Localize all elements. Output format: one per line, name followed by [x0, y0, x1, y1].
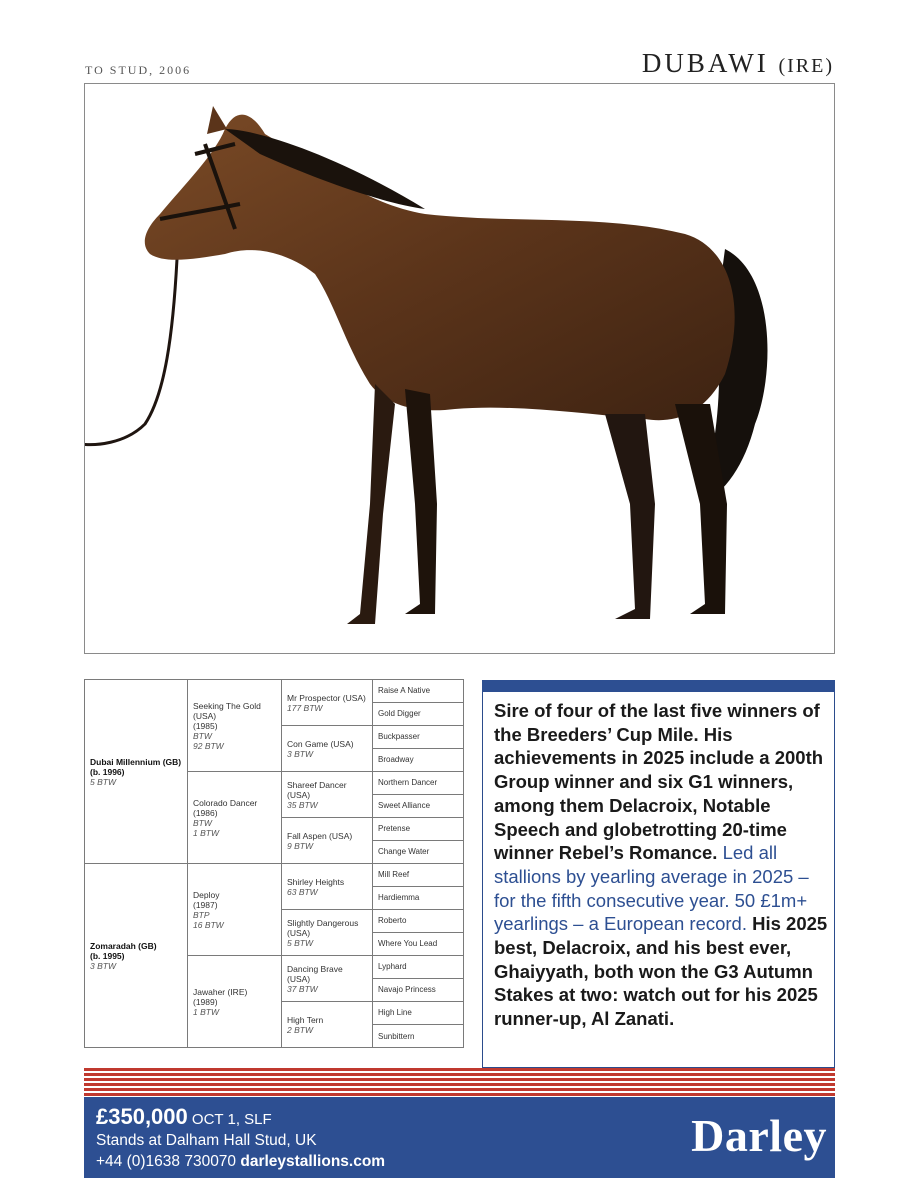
blurb-header-bar	[482, 680, 835, 692]
pedigree-gen3	[282, 680, 373, 726]
phone-number: +44 (0)1638 730070	[96, 1153, 241, 1170]
pedigree-gen2	[188, 772, 282, 864]
gen3-name: Slightly Dangerous (USA)	[287, 917, 359, 938]
footer-banner	[84, 1097, 835, 1178]
pedigree-table	[84, 679, 464, 1048]
dam-name: Zomaradah (GB)	[90, 941, 157, 951]
stallion-title	[642, 48, 834, 79]
pedigree-gen4: Change Water	[373, 841, 464, 864]
contact-line	[96, 1153, 385, 1171]
gen3-name: Con Game (USA)	[287, 738, 354, 749]
pedigree-gen4: Sweet Alliance	[373, 795, 464, 818]
gen2-name: Seeking The Gold (USA)	[193, 700, 261, 721]
stud-fee: £350,000	[96, 1104, 188, 1129]
stallion-country: (IRE)	[778, 55, 834, 77]
stripe	[84, 1068, 835, 1071]
website-link[interactable]: darleystallions.com	[240, 1153, 386, 1170]
gen3-stat: 3 BTW	[287, 748, 313, 759]
gen3-name: Mr Prospector (USA)	[287, 692, 366, 703]
sire-born: (b. 1996)	[90, 766, 125, 777]
stripe	[84, 1078, 835, 1081]
gen2-stat: BTW	[193, 730, 212, 741]
gen3-stat: 177 BTW	[287, 702, 323, 713]
gen2-name: Jawaher (IRE)	[193, 987, 248, 997]
pedigree-gen4: Mill Reef	[373, 864, 464, 887]
pedigree-gen4: Hardiemma	[373, 887, 464, 910]
pedigree-gen4: Northern Dancer	[373, 772, 464, 795]
stallion-name: DUBAWI	[641, 48, 769, 78]
stripe	[84, 1083, 835, 1086]
gen3-stat: 5 BTW	[287, 937, 313, 948]
pedigree-gen2	[188, 956, 282, 1048]
gen3-name: Dancing Brave (USA)	[287, 963, 343, 984]
gen3-name: High Tern	[287, 1015, 324, 1025]
gen2-year: (1986)	[193, 807, 218, 818]
gen2-name: Deploy	[193, 889, 220, 900]
pedigree-gen4: Buckpasser	[373, 726, 464, 749]
gen3-stat: 37 BTW	[287, 983, 318, 994]
gen3-stat: 9 BTW	[287, 840, 313, 851]
gen3-name: Fall Aspen (USA)	[287, 830, 353, 841]
blurb-text	[494, 699, 830, 1031]
pedigree-dam	[85, 864, 188, 1048]
to-stud-label: TO STUD, 2006	[85, 63, 192, 77]
pedigree-gen3	[282, 818, 373, 864]
pedigree-gen4: Lyphard	[373, 956, 464, 979]
blurb-blue: Led all stallions by yearling average in 2025 – for the fifth consecutive year. 50 £1m+ yearlings – a European record.	[494, 842, 809, 935]
gen3-stat: 35 BTW	[287, 799, 318, 810]
sire-name: Dubai Millennium (GB)	[90, 756, 182, 767]
gen2-stat: 1 BTW	[193, 1007, 219, 1017]
pedigree-gen3	[282, 726, 373, 772]
gen2-stat: 92 BTW	[193, 740, 224, 751]
pedigree-gen4: Roberto	[373, 910, 464, 933]
gen2-stat: 1 BTW	[193, 827, 219, 838]
gen3-name: Shirley Heights	[287, 876, 345, 887]
dam-stat: 3 BTW	[90, 961, 116, 971]
gen2-year: (1985)	[193, 720, 218, 731]
gen2-stat: 16 BTW	[193, 919, 224, 930]
fee-terms: OCT 1, SLF	[187, 1111, 272, 1128]
pedigree-gen4: Broadway	[373, 749, 464, 772]
gen2-stat: BTP	[193, 909, 210, 920]
gen2-year: (1989)	[193, 997, 218, 1007]
pedigree-gen3	[282, 864, 373, 910]
gen3-stat: 63 BTW	[287, 886, 318, 897]
darley-logo: Darley	[691, 1110, 827, 1161]
pedigree-gen3	[282, 1002, 373, 1048]
pedigree-gen2	[188, 864, 282, 956]
gen3-stat: 2 BTW	[287, 1025, 313, 1035]
pedigree-gen4: Sunbittern	[378, 1031, 415, 1041]
pedigree-gen3	[282, 956, 373, 1002]
blurb-bold-1: Sire of four of the last five winners of the Breeders’ Cup Mile. His achievements in 2025 include a 200th Group winner and six G1 winners, among them Delacroix, Notable Speech and globetrotting 20-time winner Rebel’s Romance.	[494, 700, 824, 864]
stripe	[84, 1073, 835, 1076]
pedigree-gen3	[282, 910, 373, 956]
sire-stat: 5 BTW	[90, 776, 116, 787]
dam-born: (b. 1995)	[90, 951, 125, 961]
fee-line	[96, 1104, 272, 1130]
gen3-name: Shareef Dancer (USA)	[287, 779, 347, 800]
stands-at: Stands at Dalham Hall Stud, UK	[96, 1132, 317, 1149]
pedigree-gen4: Gold Digger	[373, 703, 464, 726]
blurb-bold-2: His 2025 best, Delacroix, and his best ever, Ghaiyyath, both won the G3 Autumn Stakes at two: watch out for his 2025 runner-up, Al Zanati.	[494, 913, 828, 1030]
pedigree-gen4: High Line	[373, 1002, 464, 1025]
gen2-name: Colorado Dancer	[193, 797, 258, 808]
pedigree-sire	[85, 680, 188, 864]
pedigree-gen4: Where You Lead	[373, 933, 464, 956]
stripe	[84, 1088, 835, 1091]
pedigree-gen3	[282, 772, 373, 818]
stripe	[84, 1093, 835, 1096]
pedigree-gen4: Navajo Princess	[373, 979, 464, 1002]
horse-photo	[84, 83, 835, 654]
gen2-stat: BTW	[193, 817, 212, 828]
gen2-year: (1987)	[193, 899, 218, 910]
pedigree-gen2	[188, 680, 282, 772]
pedigree-gen4: Raise A Native	[373, 680, 464, 703]
pedigree-gen4: Pretense	[373, 818, 464, 841]
stripe-band	[84, 1068, 835, 1097]
